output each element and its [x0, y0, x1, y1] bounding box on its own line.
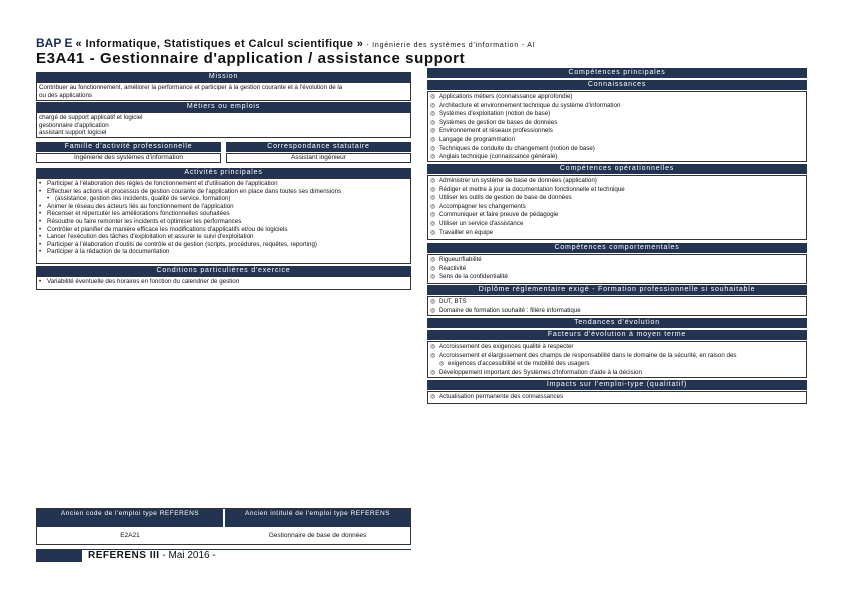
diplome-heading: Diplôme réglementaire exigé - Formation professionnelle si souhaitable: [427, 285, 807, 295]
comportementales-heading: Compétences comportementales: [427, 243, 807, 253]
activites-box: [36, 178, 411, 264]
bap-code: BAP E: [36, 36, 73, 50]
connaissances-heading: Connaissances: [427, 80, 807, 90]
connaissance-item: ◎ Environnement et réseaux professionnels: [430, 127, 804, 136]
activite-item-continued: • (assistance, gestion des incidents, qualité de service, formation): [39, 195, 408, 203]
connaissance-item: ◎ Anglais technique (connaissance générale): [430, 153, 804, 162]
connaissance-item: ◎ Techniques de conduite du changement (notion de base): [430, 145, 804, 154]
comportementale-item: ◎ Sens de la confidentialité: [430, 273, 804, 282]
connaissances-box: [427, 91, 807, 162]
connaissance-item: ◎ Systèmes de gestion de bases de données: [430, 119, 804, 128]
connaissance-item: ◎ Architecture et environnement technique du système d'information: [430, 102, 804, 111]
legacy-title-value: Gestionnaire de base de données: [268, 532, 367, 539]
bap-title: « Informatique, Statistiques et Calcul scientifique »: [75, 38, 364, 50]
operationnelle-item: ◎ Rédiger et mettre à jour la documentation fonctionnelle et technique: [430, 186, 804, 195]
connaissance-item: ◎ Langage de programmation: [430, 136, 804, 145]
metier-item: assistant support logiciel: [39, 129, 107, 136]
operationnelles-heading: Compétences opérationnelles: [427, 164, 807, 174]
tendances-heading: Tendances d'évolution: [427, 318, 807, 328]
activite-item: • Contrôler et planifier de manière efficace les modifications d'applicatifs et/ou de logiciels: [39, 226, 408, 234]
connaissance-item: ◎ Applications métiers (connaissance approfondie): [430, 93, 804, 102]
condition-item: • Variabilité éventuelle des horaires en fonction du calendrier de gestion: [39, 278, 408, 286]
facteur-item: ◎ Accroissement des exigences qualité à respecter: [430, 343, 804, 352]
facteurs-heading: Facteurs d'évolution à moyen terme: [427, 330, 807, 340]
conditions-box: [36, 276, 411, 290]
diplome-box: [427, 296, 807, 316]
activite-item: • Recenser et répercuter les améliorations fonctionnelles souhaitées: [39, 210, 408, 218]
comportementale-item: ◎ Rigueur/fiabilité: [430, 256, 804, 265]
legacy-code-heading: Ancien code de l'emploi type REFERENS: [37, 509, 223, 527]
operationnelles-box: [427, 175, 807, 240]
comportementale-item: ◎ Réactivité: [430, 265, 804, 274]
operationnelle-item: ◎ Utiliser les outils de gestion de base de données: [430, 194, 804, 203]
legacy-code-table: [36, 508, 411, 545]
mission-line: Contribuer au fonctionnement, améliorer la performance et participer à la gestion courante et à l'évolution de la: [39, 84, 343, 91]
impacts-box: [427, 391, 807, 404]
facteurs-box: [427, 341, 807, 378]
activite-item: • Animer le réseau des acteurs liés au fonctionnement de l'application: [39, 203, 408, 211]
mission-box: [36, 82, 411, 101]
famille-value: Ingénierie des systèmes d'information: [36, 153, 221, 163]
correspondance-value: Assistant ingénieur: [226, 153, 411, 163]
activites-heading: Activités principales: [36, 168, 411, 178]
metiers-heading: Métiers ou emplois: [36, 102, 411, 112]
metiers-box: [36, 112, 411, 138]
operationnelle-item: ◎ Communiquer et faire preuve de pédagogie: [430, 211, 804, 220]
metier-item: gestionnaire d'application: [39, 121, 109, 129]
activite-item: • Résoudre ou faire remonter les incidents et optimiser les performances: [39, 218, 408, 226]
operationnelle-item: ◎ Administrer un système de base de données (application): [430, 177, 804, 186]
conditions-heading: Conditions particulières d'exercice: [36, 266, 411, 276]
bap-subtitle: - Ingénierie des systèmes d'information - AI: [366, 42, 536, 49]
diplome-item: ◎ Domaine de formation souhaité : filière informatique: [430, 307, 804, 316]
activite-item: • Participer à l'élaboration d'outils de contrôle et de gestion (scripts, procédures, requêtes, reporting): [39, 241, 408, 249]
facteur-item-continued: ◎ exigences d'accessibilité et de mobilité des usagers: [430, 360, 804, 369]
mission-heading: Mission: [36, 72, 411, 82]
facteur-item: ◎ Développement important des Systèmes d'Information d'aide à la décision: [430, 369, 804, 378]
impact-item: ◎ Actualisation permanente des connaissances: [430, 393, 804, 402]
legacy-title-heading: Ancien intitulé de l'emploi type REFERENS: [225, 509, 410, 527]
operationnelle-item: ◎ Travailler en équipe: [430, 229, 804, 238]
operationnelle-item: ◎ Utiliser un service d'assistance: [430, 220, 804, 229]
footer-bar: [36, 550, 82, 562]
footer-text: [88, 550, 216, 561]
legacy-code-value: E2A21: [120, 532, 140, 539]
footer-date: - Mai 2016 -: [159, 550, 216, 561]
activites-list: [39, 180, 408, 256]
activite-item: • Participer à la rédaction de la documentation: [39, 248, 408, 256]
connaissance-item: ◎ Systèmes d'exploitation (notion de base): [430, 110, 804, 119]
impacts-heading: Impacts sur l'emploi-type (qualitatif): [427, 380, 807, 390]
page-title: E3A41 - Gestionnaire d'application / assistance support: [36, 50, 466, 67]
activite-item: • Participer à l'élaboration des règles de fonctionnement et d'utilisation de l'application: [39, 180, 408, 188]
mission-line: ou des applications: [39, 91, 92, 99]
famille-heading: Famille d'activité professionnelle: [36, 142, 221, 152]
diplome-item: ◎ DUT, BTS: [430, 298, 804, 307]
activite-item: • Effectuer les actions et processus de gestion courante de l'application en place dans toutes ses dimensions: [39, 188, 408, 196]
bap-line: [36, 36, 536, 50]
competences-heading: Compétences principales: [427, 68, 807, 78]
comportementales-box: [427, 254, 807, 284]
facteur-item: ◎ Accroissement et élargissement des champs de responsabilité dans le domaine de la sécurité, en raison des: [430, 352, 804, 361]
activite-item: • Lancer l'exécution des tâches d'exploitation et assurer le suivi d'exploitation: [39, 233, 408, 241]
footer-brand: REFERENS III: [88, 550, 160, 561]
correspondance-heading: Correspondance statutaire: [226, 142, 411, 152]
operationnelle-item: ◎ Accompagner les changements: [430, 203, 804, 212]
metier-item: chargé de support applicatif et logiciel: [39, 114, 143, 121]
